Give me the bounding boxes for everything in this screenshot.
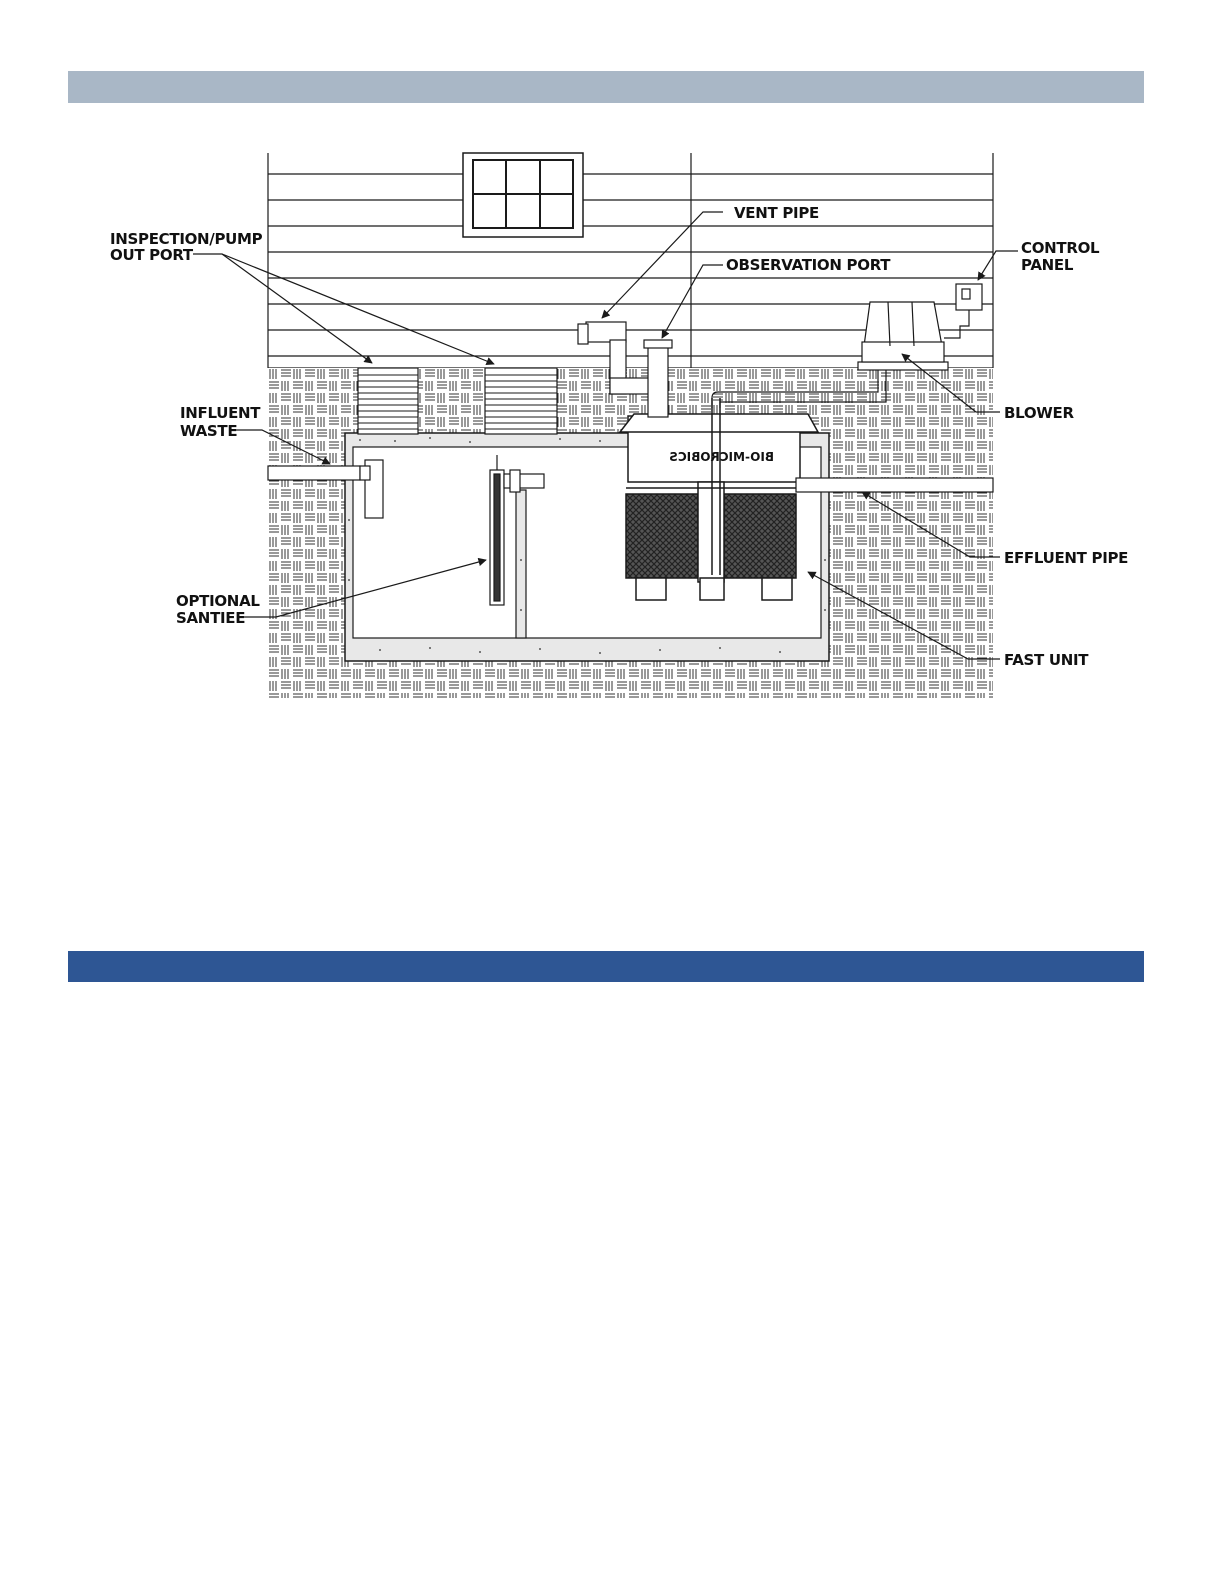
label-blower: BLOWER bbox=[1004, 404, 1074, 422]
observation-port bbox=[644, 340, 672, 417]
label-control-panel-line2: PANEL bbox=[1021, 256, 1074, 274]
label-optional-santiee-line1: OPTIONAL bbox=[176, 592, 260, 610]
label-inspection-port-line1: INSPECTION/PUMP bbox=[110, 230, 263, 248]
fast-unit bbox=[620, 398, 818, 600]
label-optional-santiee-line2: SANTIEE bbox=[176, 609, 246, 627]
house-window bbox=[463, 153, 583, 237]
effluent-pipe bbox=[796, 478, 993, 492]
label-influent-waste-line1: INFLUENT bbox=[180, 404, 261, 422]
blower bbox=[858, 302, 948, 370]
label-fast-unit: FAST UNIT bbox=[1004, 651, 1089, 669]
label-inspection-port-line2: OUT PORT bbox=[110, 246, 193, 264]
label-effluent-pipe: EFFLUENT PIPE bbox=[1004, 549, 1129, 567]
label-control-panel-line1: CONTROL bbox=[1021, 239, 1100, 257]
label-observation-port: OBSERVATION PORT bbox=[726, 256, 891, 274]
label-vent-pipe: VENT PIPE bbox=[734, 204, 819, 222]
label-influent-waste-line2: WASTE bbox=[180, 422, 238, 440]
section-band bbox=[68, 951, 1144, 982]
fast-unit-brand: BIO-MICROBICS bbox=[669, 450, 774, 464]
